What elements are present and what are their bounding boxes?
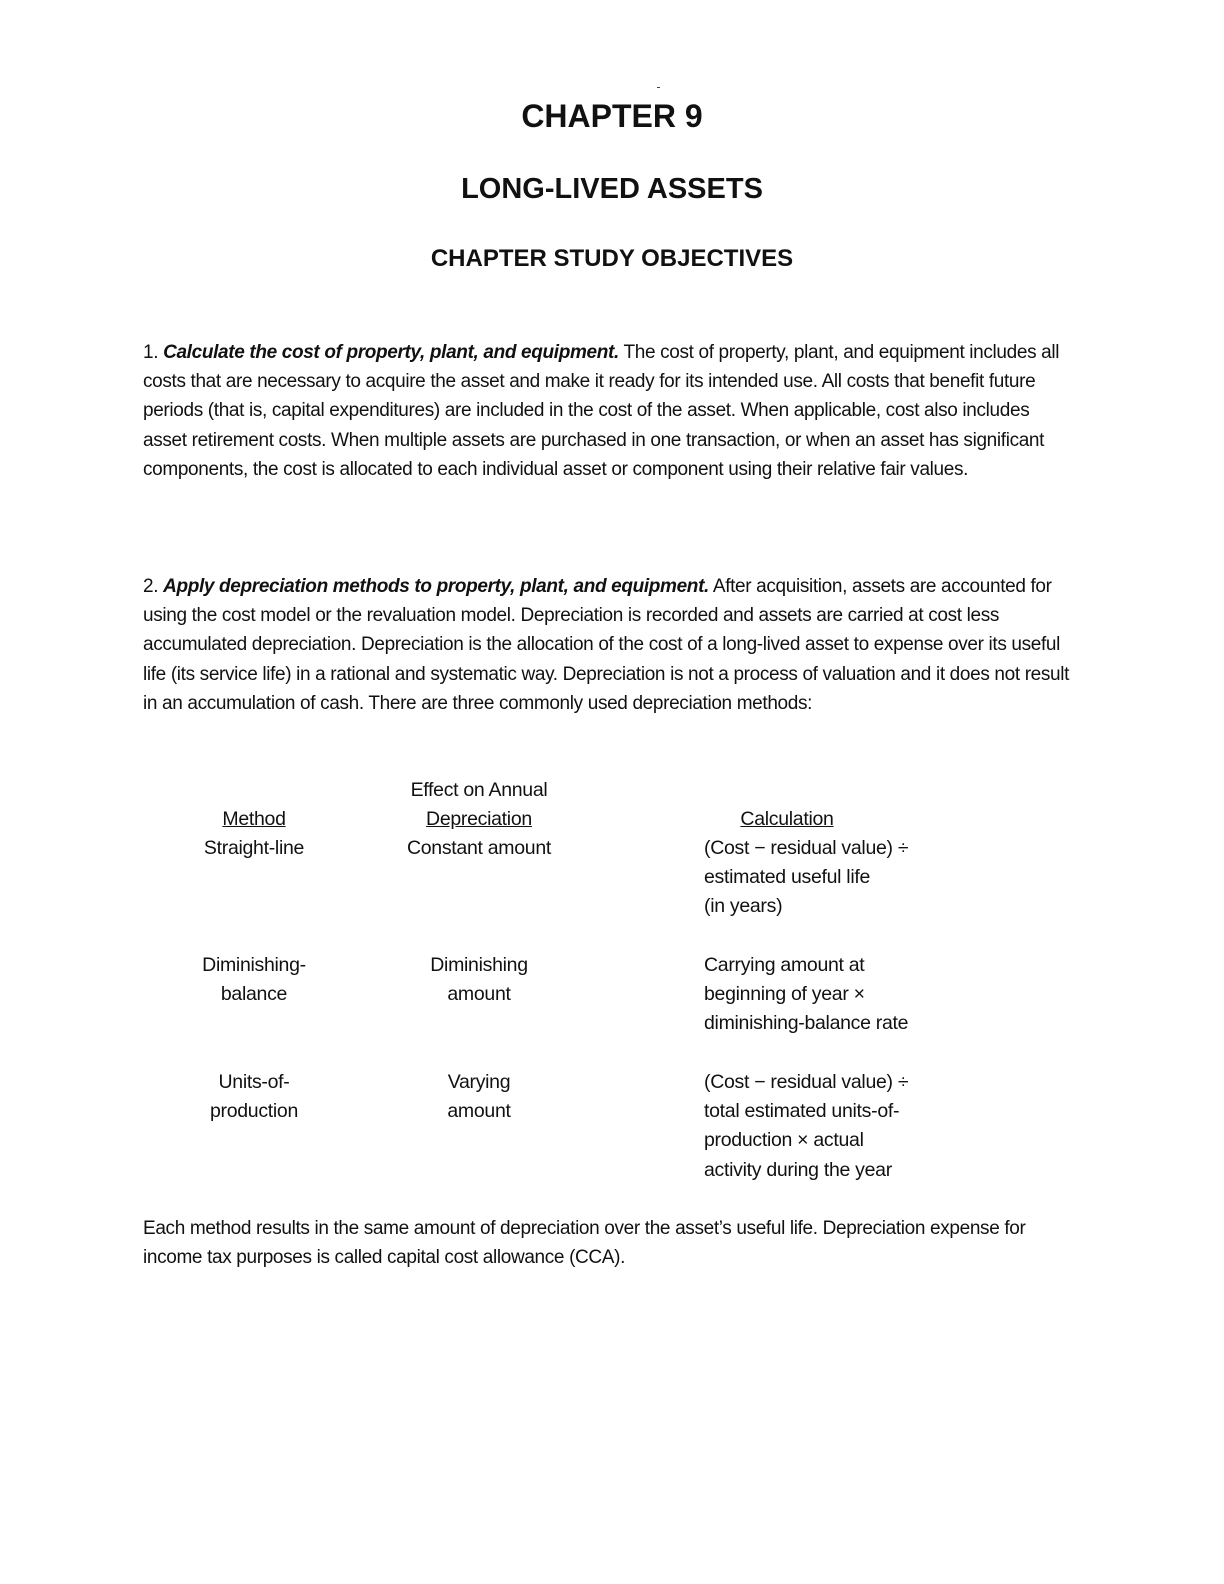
objective-number: 2. xyxy=(143,576,159,597)
cell-line: beginning of year × xyxy=(704,983,865,1006)
header-method: Method xyxy=(222,808,286,830)
cell-line: production × actual xyxy=(704,1129,864,1152)
cell-line: production xyxy=(209,1100,299,1123)
objective-body: After acquisition, assets are accounted for using the cost model or the revaluation model. Depreciation is recorded and assets are carried at cost less accumulated depreciation. Depreciation is the allocation of the cost of a long-lived asset to expense over its useful life (its service life) in a rational and systematic way. Depreciation is not a process of valuation and it does not result in an accumulation of cash. There are three commonly used depreciation methods: xyxy=(143,576,1070,714)
cell-line: Straight-line xyxy=(203,837,305,859)
cell-line: (Cost − residual value) ÷ xyxy=(704,1071,909,1093)
cell-line: activity during the year xyxy=(704,1158,892,1181)
cell-line: Diminishing- xyxy=(202,954,306,976)
objective-lead: Apply depreciation methods to property, plant, and equipment. xyxy=(163,576,709,597)
cell-line: amount xyxy=(447,983,511,1006)
table-cell-method xyxy=(170,1068,338,1126)
chapter-title: LONG-LIVED ASSETS xyxy=(461,173,763,205)
cell-line: Constant amount xyxy=(406,837,551,859)
cell-line: total estimated units-of- xyxy=(704,1100,900,1123)
cell-line: Carrying amount at xyxy=(704,954,865,976)
table-cell-method xyxy=(170,951,338,1009)
red-mark xyxy=(657,87,660,88)
cell-line: Diminishing xyxy=(430,954,528,976)
objective-2 xyxy=(143,572,1073,718)
header-effect-line2: Depreciation xyxy=(426,808,532,830)
header-calculation: Calculation xyxy=(740,808,834,830)
table-cell-effect xyxy=(379,951,579,1009)
closing-paragraph: Each method results in the same amount of depreciation over the asset’s useful life. Depreciation expense for income tax purposes is called capital cost allowance (CCA). xyxy=(143,1218,1026,1269)
cell-line: amount xyxy=(447,1100,511,1123)
cell-line: (Cost − residual value) ÷ xyxy=(704,837,909,859)
table-cell-calculation xyxy=(704,1068,964,1185)
table-cell-method xyxy=(170,834,338,863)
objective-body: The cost of property, plant, and equipment includes all costs that are necessary to acquire the asset and make it ready for its intended use. All costs that benefit future periods (that is, capital expenditures) are included in the cost of the asset. When applicable, cost also includes asset retirement costs. When multiple assets are purchased in one transaction, or when an asset has significant components, the cost is allocated to each individual asset or component using their relative fair values. xyxy=(143,342,1060,480)
objective-lead: Calculate the cost of property, plant, and equipment. xyxy=(163,342,619,363)
objective-number: 1. xyxy=(143,342,159,363)
section-heading: CHAPTER STUDY OBJECTIVES xyxy=(430,245,794,272)
table-cell-calculation xyxy=(704,834,964,922)
chapter-number: CHAPTER 9 xyxy=(521,98,703,134)
table-cell-effect xyxy=(379,834,579,863)
cell-line: Units-of- xyxy=(218,1071,290,1093)
cell-line: Varying xyxy=(447,1071,511,1093)
cell-line: balance xyxy=(220,983,288,1006)
objective-1 xyxy=(143,338,1073,484)
cell-line: (in years) xyxy=(704,895,783,918)
table-cell-effect xyxy=(379,1068,579,1126)
table-cell-calculation xyxy=(704,951,964,1039)
cell-line: estimated useful life xyxy=(704,866,871,889)
cell-line: diminishing-balance rate xyxy=(704,1012,909,1035)
header-effect-line1: Effect on Annual xyxy=(410,779,548,801)
